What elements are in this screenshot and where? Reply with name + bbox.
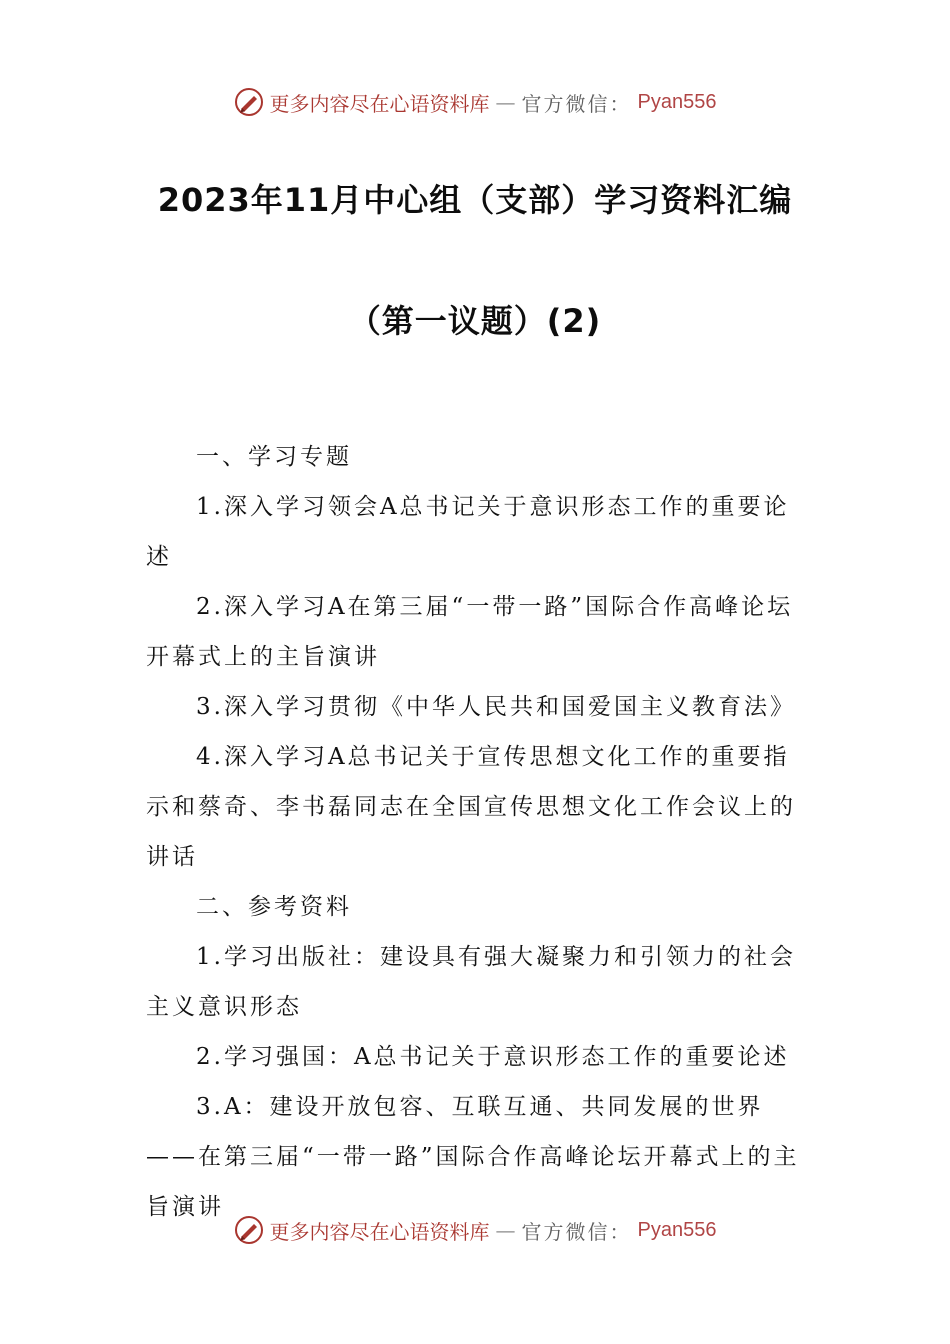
section-heading: 二、参考资料 xyxy=(196,894,352,920)
document-subtitle: （第一议题）(2) xyxy=(348,302,602,340)
watermark-sub-text: 官方微信： xyxy=(521,91,632,116)
pen-logo-icon xyxy=(234,1215,264,1245)
list-item: 1.深入学习领会A总书记关于意识形态工作的重要论述 xyxy=(146,494,790,570)
watermark-wechat-id: Pyan556 xyxy=(637,90,717,113)
watermark-main-text: 更多内容尽在心语资料库 xyxy=(269,1219,490,1244)
watermark-sub-text: 官方微信： xyxy=(521,1219,632,1244)
list-item: 3.A：建设开放包容、互联互通、共同发展的世界——在第三届“一带一路”国际合作高峰论坛开幕式上的主旨演讲 xyxy=(146,1094,800,1220)
watermark-wechat-id: Pyan556 xyxy=(637,1218,717,1241)
list-item: 2.学习强国：A总书记关于意识形态工作的重要论述 xyxy=(196,1044,790,1070)
document-title: 2023年11月中心组（支部）学习资料汇编 xyxy=(157,181,793,219)
watermark-main-text: 更多内容尽在心语资料库 xyxy=(269,91,490,116)
pen-logo-icon xyxy=(234,87,264,117)
list-item: 1.学习出版社：建设具有强大凝聚力和引领力的社会主义意识形态 xyxy=(146,944,796,1020)
list-item: 3.深入学习贯彻《中华人民共和国爱国主义教育法》 xyxy=(196,694,796,720)
watermark-footer xyxy=(0,1210,950,1250)
document-body xyxy=(146,432,806,1232)
section-heading: 一、学习专题 xyxy=(196,444,352,470)
watermark-header xyxy=(0,82,950,122)
watermark-separator: — xyxy=(495,1218,516,1242)
watermark-separator: — xyxy=(495,90,516,114)
list-item: 2.深入学习A在第三届“一带一路”国际合作高峰论坛开幕式上的主旨演讲 xyxy=(146,594,794,670)
list-item: 4.深入学习A总书记关于宣传思想文化工作的重要指示和蔡奇、李书磊同志在全国宣传思想文化工作会议上的讲话 xyxy=(146,744,796,870)
